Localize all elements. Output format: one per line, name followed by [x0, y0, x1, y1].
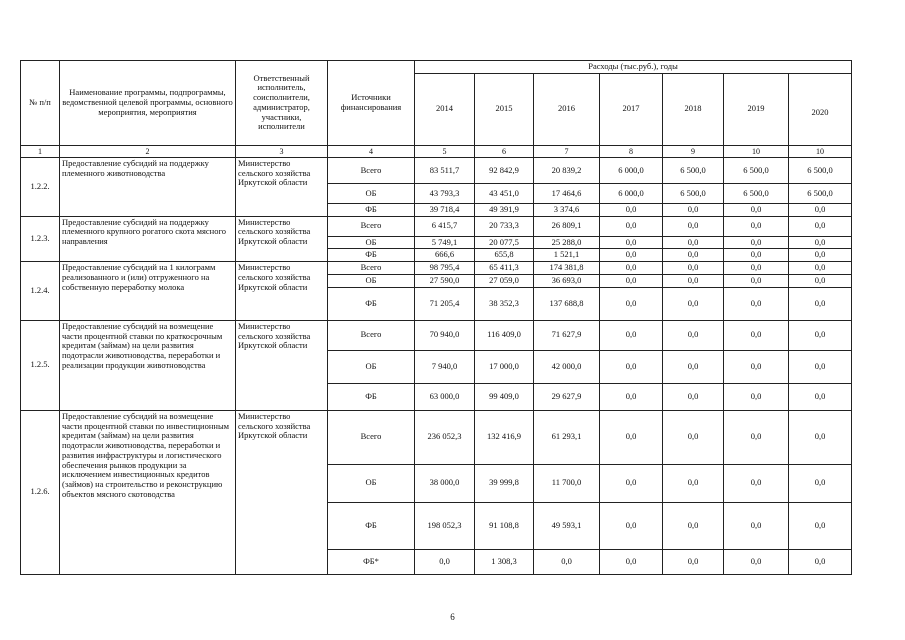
expense-value: 0,0 — [789, 410, 852, 464]
expense-value: 0,0 — [663, 249, 724, 262]
expense-value: 38 352,3 — [475, 287, 534, 320]
expense-value: 71 627,9 — [534, 320, 600, 350]
column-number: 1 — [21, 145, 60, 157]
table-row — [21, 410, 852, 464]
row-program-name: Предоставление субсидий на возмещение части процентной ставки по инвестиционным кредитам (займам) на цели развития подотрасли животноводства, переработки и развития инфраструктуры и логистического обеспечения рынков продукции за исключением инвестиционных кредитов (займов) на строительство и реконструкцию объектов мясного скотоводства — [60, 410, 236, 574]
row-program-name: Предоставление субсидий на поддержку племенного крупного рогатого скота мясного направления — [60, 216, 236, 262]
expense-value: 655,8 — [475, 249, 534, 262]
expense-value: 174 381,8 — [534, 262, 600, 275]
expense-value: 0,0 — [600, 287, 663, 320]
expense-value: 0,0 — [663, 410, 724, 464]
expense-value: 6 500,0 — [789, 183, 852, 203]
header-year: 2014 — [415, 73, 475, 145]
expense-value: 0,0 — [663, 236, 724, 249]
expense-value: 6 500,0 — [724, 183, 789, 203]
expense-value: 0,0 — [724, 249, 789, 262]
expense-value: 0,0 — [724, 287, 789, 320]
expense-value: 0,0 — [789, 249, 852, 262]
header-executor: Ответственный исполнитель, соисполнители, администратор, участники, исполнители — [236, 61, 328, 146]
row-program-name: Предоставление субсидий на 1 килограмм реализованного и (или) отгруженного на собственную переработку молока — [60, 262, 236, 321]
column-number: 10 — [724, 145, 789, 157]
funding-source: Всего — [328, 320, 415, 350]
funding-source: ОБ — [328, 350, 415, 383]
expense-value: 0,0 — [724, 203, 789, 216]
expense-value: 20 077,5 — [475, 236, 534, 249]
expense-value: 39 999,8 — [475, 464, 534, 502]
expenditure-table — [20, 60, 852, 575]
expense-value: 6 500,0 — [724, 157, 789, 183]
expense-value: 0,0 — [724, 549, 789, 574]
funding-source: ФБ — [328, 502, 415, 549]
expense-value: 0,0 — [600, 410, 663, 464]
row-executor: Министерство сельского хозяйства Иркутской области — [236, 157, 328, 216]
expense-value: 6 500,0 — [663, 183, 724, 203]
expense-value: 0,0 — [600, 320, 663, 350]
expense-value: 0,0 — [724, 320, 789, 350]
expense-value: 0,0 — [724, 410, 789, 464]
expense-value: 36 693,0 — [534, 275, 600, 288]
expense-value: 0,0 — [600, 383, 663, 410]
column-number: 8 — [600, 145, 663, 157]
column-number: 5 — [415, 145, 475, 157]
table-row — [21, 320, 852, 350]
column-number: 7 — [534, 145, 600, 157]
expense-value: 198 052,3 — [415, 502, 475, 549]
expense-value: 132 416,9 — [475, 410, 534, 464]
column-number: 9 — [663, 145, 724, 157]
expense-value: 0,0 — [663, 320, 724, 350]
row-code: 1.2.5. — [21, 320, 60, 410]
expense-value: 0,0 — [600, 203, 663, 216]
expense-value: 0,0 — [724, 502, 789, 549]
expense-value: 43 793,3 — [415, 183, 475, 203]
expense-value: 6 500,0 — [789, 157, 852, 183]
expense-value: 6 500,0 — [663, 157, 724, 183]
expense-value: 0,0 — [789, 216, 852, 236]
expense-value: 666,6 — [415, 249, 475, 262]
expense-value: 71 205,4 — [415, 287, 475, 320]
row-executor: Министерство сельского хозяйства Иркутской области — [236, 216, 328, 262]
row-executor: Министерство сельского хозяйства Иркутской области — [236, 410, 328, 574]
header-year: 2016 — [534, 73, 600, 145]
expense-value: 0,0 — [789, 320, 852, 350]
row-code: 1.2.2. — [21, 157, 60, 216]
expense-value: 0,0 — [789, 549, 852, 574]
expense-value: 0,0 — [724, 464, 789, 502]
expense-value: 39 718,4 — [415, 203, 475, 216]
page-number: 6 — [450, 612, 455, 622]
expense-value: 0,0 — [789, 350, 852, 383]
expense-value: 0,0 — [663, 464, 724, 502]
expense-value: 0,0 — [600, 464, 663, 502]
expense-value: 236 052,3 — [415, 410, 475, 464]
expense-value: 0,0 — [724, 383, 789, 410]
expense-value: 6 000,0 — [600, 157, 663, 183]
expense-value: 0,0 — [724, 350, 789, 383]
funding-source: ОБ — [328, 183, 415, 203]
expense-value: 0,0 — [600, 249, 663, 262]
expense-value: 99 409,0 — [475, 383, 534, 410]
expense-value: 0,0 — [789, 464, 852, 502]
header-program-name: Наименование программы, подпрограммы, ведомственной целевой программы, основного мероприятия, мероприятия — [60, 61, 236, 146]
row-code: 1.2.4. — [21, 262, 60, 321]
header-year: 2018 — [663, 73, 724, 145]
expense-value: 0,0 — [724, 236, 789, 249]
expense-value: 65 411,3 — [475, 262, 534, 275]
expense-value: 0,0 — [600, 262, 663, 275]
expense-value: 49 391,9 — [475, 203, 534, 216]
funding-source: Всего — [328, 216, 415, 236]
expense-value: 0,0 — [600, 216, 663, 236]
expense-value: 0,0 — [663, 203, 724, 216]
expense-value: 92 842,9 — [475, 157, 534, 183]
row-program-name: Предоставление субсидий на поддержку племенного животноводства — [60, 157, 236, 216]
expense-value: 11 700,0 — [534, 464, 600, 502]
expense-value: 0,0 — [663, 275, 724, 288]
funding-source: ОБ — [328, 275, 415, 288]
table-row — [21, 216, 852, 236]
header-year: 2015 — [475, 73, 534, 145]
expense-value: 0,0 — [789, 383, 852, 410]
expense-value: 0,0 — [789, 275, 852, 288]
expense-value: 0,0 — [789, 203, 852, 216]
expense-value: 61 293,1 — [534, 410, 600, 464]
expense-value: 0,0 — [789, 287, 852, 320]
table-row — [21, 262, 852, 275]
expense-value: 29 627,9 — [534, 383, 600, 410]
expense-value: 0,0 — [600, 275, 663, 288]
column-number: 3 — [236, 145, 328, 157]
expense-value: 0,0 — [663, 502, 724, 549]
expense-value: 83 511,7 — [415, 157, 475, 183]
expense-value: 63 000,0 — [415, 383, 475, 410]
table-row — [21, 157, 852, 183]
funding-source: ФБ — [328, 249, 415, 262]
expense-value: 20 839,2 — [534, 157, 600, 183]
expense-value: 38 000,0 — [415, 464, 475, 502]
expense-value: 5 749,1 — [415, 236, 475, 249]
expense-value: 0,0 — [663, 383, 724, 410]
expense-value: 137 688,8 — [534, 287, 600, 320]
expense-value: 27 059,0 — [475, 275, 534, 288]
expense-value: 0,0 — [789, 236, 852, 249]
expense-value: 3 374,6 — [534, 203, 600, 216]
expense-value: 42 000,0 — [534, 350, 600, 383]
expense-value: 0,0 — [663, 216, 724, 236]
expense-value: 0,0 — [600, 549, 663, 574]
expense-value: 17 000,0 — [475, 350, 534, 383]
funding-source: Всего — [328, 410, 415, 464]
column-number: 6 — [475, 145, 534, 157]
column-number: 2 — [60, 145, 236, 157]
expense-value: 27 590,0 — [415, 275, 475, 288]
expense-value: 1 521,1 — [534, 249, 600, 262]
funding-source: Всего — [328, 262, 415, 275]
row-code: 1.2.6. — [21, 410, 60, 574]
expense-value: 0,0 — [789, 502, 852, 549]
row-executor: Министерство сельского хозяйства Иркутской области — [236, 262, 328, 321]
expense-value: 0,0 — [600, 350, 663, 383]
expense-value: 0,0 — [600, 236, 663, 249]
expense-value: 1 308,3 — [475, 549, 534, 574]
expense-value: 20 733,3 — [475, 216, 534, 236]
expense-value: 0,0 — [724, 275, 789, 288]
expense-value: 0,0 — [415, 549, 475, 574]
header-year: 2017 — [600, 73, 663, 145]
expense-value: 0,0 — [534, 549, 600, 574]
funding-source: ОБ — [328, 236, 415, 249]
expense-value: 43 451,0 — [475, 183, 534, 203]
header-number: № п/п — [21, 61, 60, 146]
expense-value: 17 464,6 — [534, 183, 600, 203]
expense-value: 0,0 — [663, 287, 724, 320]
header-year: 2020 — [789, 73, 852, 145]
funding-source: ФБ — [328, 383, 415, 410]
row-executor: Министерство сельского хозяйства Иркутской области — [236, 320, 328, 410]
funding-source: ФБ — [328, 287, 415, 320]
expense-value: 49 593,1 — [534, 502, 600, 549]
expense-value: 0,0 — [724, 216, 789, 236]
expense-value: 0,0 — [663, 549, 724, 574]
expense-value: 7 940,0 — [415, 350, 475, 383]
expense-value: 6 415,7 — [415, 216, 475, 236]
expense-value: 98 795,4 — [415, 262, 475, 275]
header-funding-source: Источники финансирования — [328, 61, 415, 146]
column-number: 4 — [328, 145, 415, 157]
header-expenses: Расходы (тыс.руб.), годы — [415, 61, 852, 74]
expense-value: 91 108,8 — [475, 502, 534, 549]
expense-value: 0,0 — [663, 262, 724, 275]
expense-value: 70 940,0 — [415, 320, 475, 350]
funding-source: ФБ* — [328, 549, 415, 574]
column-number: 10 — [789, 145, 852, 157]
funding-source: ФБ — [328, 203, 415, 216]
expense-value: 116 409,0 — [475, 320, 534, 350]
expense-value: 0,0 — [600, 502, 663, 549]
expense-value: 0,0 — [789, 262, 852, 275]
funding-source: Всего — [328, 157, 415, 183]
expense-value: 0,0 — [663, 350, 724, 383]
funding-source: ОБ — [328, 464, 415, 502]
row-code: 1.2.3. — [21, 216, 60, 262]
expense-value: 26 809,1 — [534, 216, 600, 236]
header-year: 2019 — [724, 73, 789, 145]
expense-value: 25 288,0 — [534, 236, 600, 249]
row-program-name: Предоставление субсидий на возмещение части процентной ставки по краткосрочным кредитам (займам) на цели развития подотрасли животноводства, переработки и реализации продукции животноводства — [60, 320, 236, 410]
expense-value: 0,0 — [724, 262, 789, 275]
expense-value: 6 000,0 — [600, 183, 663, 203]
